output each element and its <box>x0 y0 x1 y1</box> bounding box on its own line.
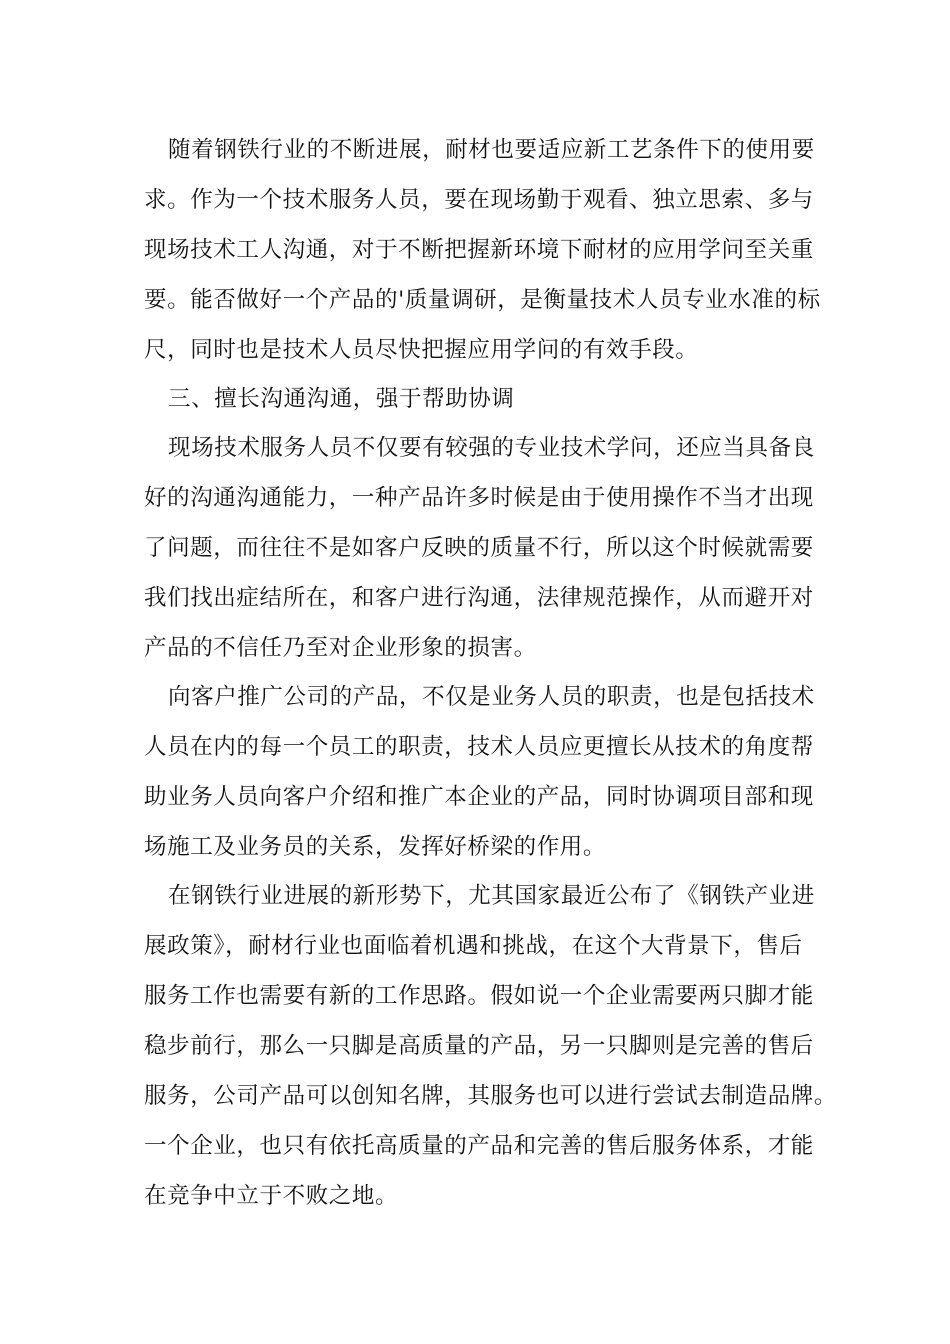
paragraph-3-line-4: 场施工及业务员的关系，发挥好桥梁的作用。 <box>144 834 607 860</box>
paragraph-4-line-2: 展政策》，耐材行业也面临着机遇和挑战，在这个大背景下，售后 <box>144 933 803 959</box>
paragraph-4-line-1: 在钢铁行业进展的新形势下，尤其国家最近公布了《钢铁产业进 <box>168 883 815 909</box>
paragraph-1-line-2: 求。作为一个技术服务人员，要在现场勤于观看、独立思索、多与 <box>144 187 814 213</box>
paragraph-2-line-1: 现场技术服务人员不仅要有较强的专业技术学问，还应当具备良 <box>168 435 815 461</box>
paragraph-4-line-6: 一个企业，也只有依托高质量的产品和完善的售后服务体系，才能 <box>144 1133 814 1159</box>
paragraph-4-line-7: 在竞争中立于不败之地。 <box>144 1183 399 1209</box>
paragraph-1-line-5: 尺，同时也是技术人员尽快把握应用学问的有效手段。 <box>144 337 699 363</box>
paragraph-4-line-4: 稳步前行，那么一只脚是高质量的产品，另一只脚则是完善的售后 <box>144 1033 814 1059</box>
paragraph-1-line-4: 要。能否做好一个产品的'质量调研，是衡量技术人员专业水准的标 <box>144 287 821 313</box>
paragraph-2-line-5: 产品的不信任乃至对企业形象的损害。 <box>144 635 537 661</box>
paragraph-2-line-2: 好的沟通沟通能力，一种产品许多时候是由于使用操作不当才出现 <box>144 485 814 511</box>
paragraph-4-line-5: 服务，公司产品可以创知名牌，其服务也可以进行尝试去制造品牌。 <box>144 1083 838 1109</box>
section-heading: 三、擅长沟通沟通，强于帮助协调 <box>168 386 515 412</box>
paragraph-1-line-3: 现场技术工人沟通，对于不断把握新环境下耐材的应用学问至关重 <box>144 237 814 263</box>
paragraph-2-line-3: 了问题，而往往不是如客户反映的质量不行，所以这个时候就需要 <box>144 535 814 561</box>
paragraph-4-line-3: 服务工作也需要有新的工作思路。假如说一个企业需要两只脚才能 <box>144 983 814 1009</box>
paragraph-1-line-1: 随着钢铁行业的不断进展，耐材也要适应新工艺条件下的使用要 <box>168 137 815 163</box>
paragraph-3-line-2: 人员在内的每一个员工的职责，技术人员应更擅长从技术的角度帮 <box>144 734 814 760</box>
paragraph-3-line-3: 助业务人员向客户介绍和推广本企业的产品，同时协调项目部和现 <box>144 784 814 810</box>
paragraph-2-line-4: 我们找出症结所在，和客户进行沟通，法律规范操作，从而避开对 <box>144 585 814 611</box>
paragraph-3-line-1: 向客户推广公司的产品，不仅是业务人员的职责，也是包括技术 <box>168 684 815 710</box>
